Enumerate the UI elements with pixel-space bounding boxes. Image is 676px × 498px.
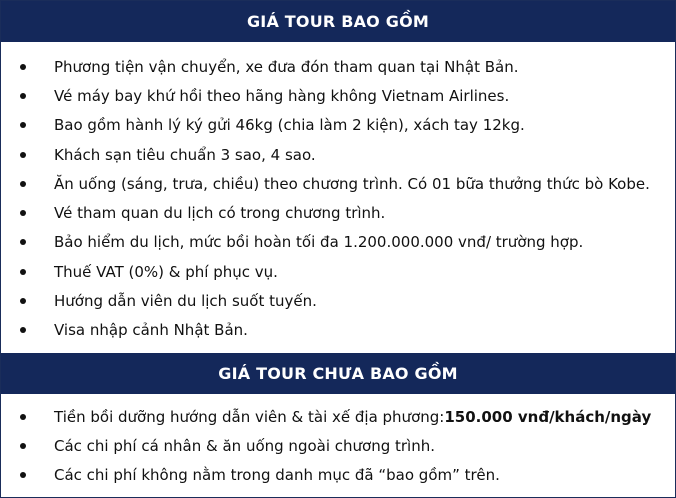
list-item xyxy=(1,169,675,198)
bullet-icon xyxy=(20,414,26,420)
list-item-text: Vé máy bay khứ hồi theo hãng hàng không Vietnam Airlines. xyxy=(54,86,510,105)
bullet-icon xyxy=(20,152,26,158)
included-section-body xyxy=(1,42,675,353)
list-item xyxy=(1,402,675,431)
bullet-icon xyxy=(20,93,26,99)
list-item xyxy=(1,52,675,81)
list-item xyxy=(1,140,675,169)
bullet-icon xyxy=(20,210,26,216)
list-item-text: Tiền bồi dưỡng hướng dẫn viên & tài xế địa phương: xyxy=(54,407,445,426)
excluded-section-title: GIÁ TOUR CHƯA BAO GỒM xyxy=(218,364,458,383)
bullet-icon xyxy=(20,181,26,187)
list-item-text: Bao gồm hành lý ký gửi 46kg (chia làm 2 kiện), xách tay 12kg. xyxy=(54,116,525,135)
list-item xyxy=(1,81,675,110)
list-item-text: Vé tham quan du lịch có trong chương trình. xyxy=(54,204,386,223)
list-item xyxy=(1,316,675,345)
list-item xyxy=(1,431,675,460)
list-item-text: Khách sạn tiêu chuẩn 3 sao, 4 sao. xyxy=(54,145,316,164)
list-item-text: Visa nhập cảnh Nhật Bản. xyxy=(54,321,248,340)
list-item-text: Các chi phí cá nhân & ăn uống ngoài chương trình. xyxy=(54,436,435,455)
excluded-list xyxy=(1,402,675,490)
list-item xyxy=(1,257,675,286)
list-item xyxy=(1,228,675,257)
included-section-header xyxy=(1,1,675,42)
list-item xyxy=(1,111,675,140)
bullet-icon xyxy=(20,472,26,478)
bullet-icon xyxy=(20,122,26,128)
list-item xyxy=(1,198,675,227)
excluded-section-body xyxy=(1,394,675,490)
list-item-text: Hướng dẫn viên du lịch suốt tuyến. xyxy=(54,292,317,311)
list-item-text: Thuế VAT (0%) & phí phục vụ. xyxy=(54,262,278,281)
bullet-icon xyxy=(20,298,26,304)
bullet-icon xyxy=(20,64,26,70)
included-section-title: GIÁ TOUR BAO GỒM xyxy=(246,12,430,31)
bullet-icon xyxy=(20,327,26,333)
bullet-icon xyxy=(20,269,26,275)
list-item-text: Ăn uống (sáng, trưa, chiều) theo chương trình. Có 01 bữa thưởng thức bò Kobe. xyxy=(54,174,650,193)
bullet-icon xyxy=(20,239,26,245)
list-item xyxy=(1,461,675,490)
bullet-icon xyxy=(20,443,26,449)
list-item-text: Phương tiện vận chuyển, xe đưa đón tham quan tại Nhật Bản. xyxy=(54,57,519,76)
list-item-text: Các chi phí không nằm trong danh mục đã “bao gồm” trên. xyxy=(54,466,500,485)
list-item-text: Bảo hiểm du lịch, mức bồi hoàn tối đa 1.200.000.000 vnđ/ trường hợp. xyxy=(54,233,584,252)
included-list xyxy=(1,52,675,345)
excluded-section-header xyxy=(1,353,675,394)
list-item-bold-text: 150.000 vnđ/khách/ngày xyxy=(444,407,652,426)
list-item xyxy=(1,286,675,315)
